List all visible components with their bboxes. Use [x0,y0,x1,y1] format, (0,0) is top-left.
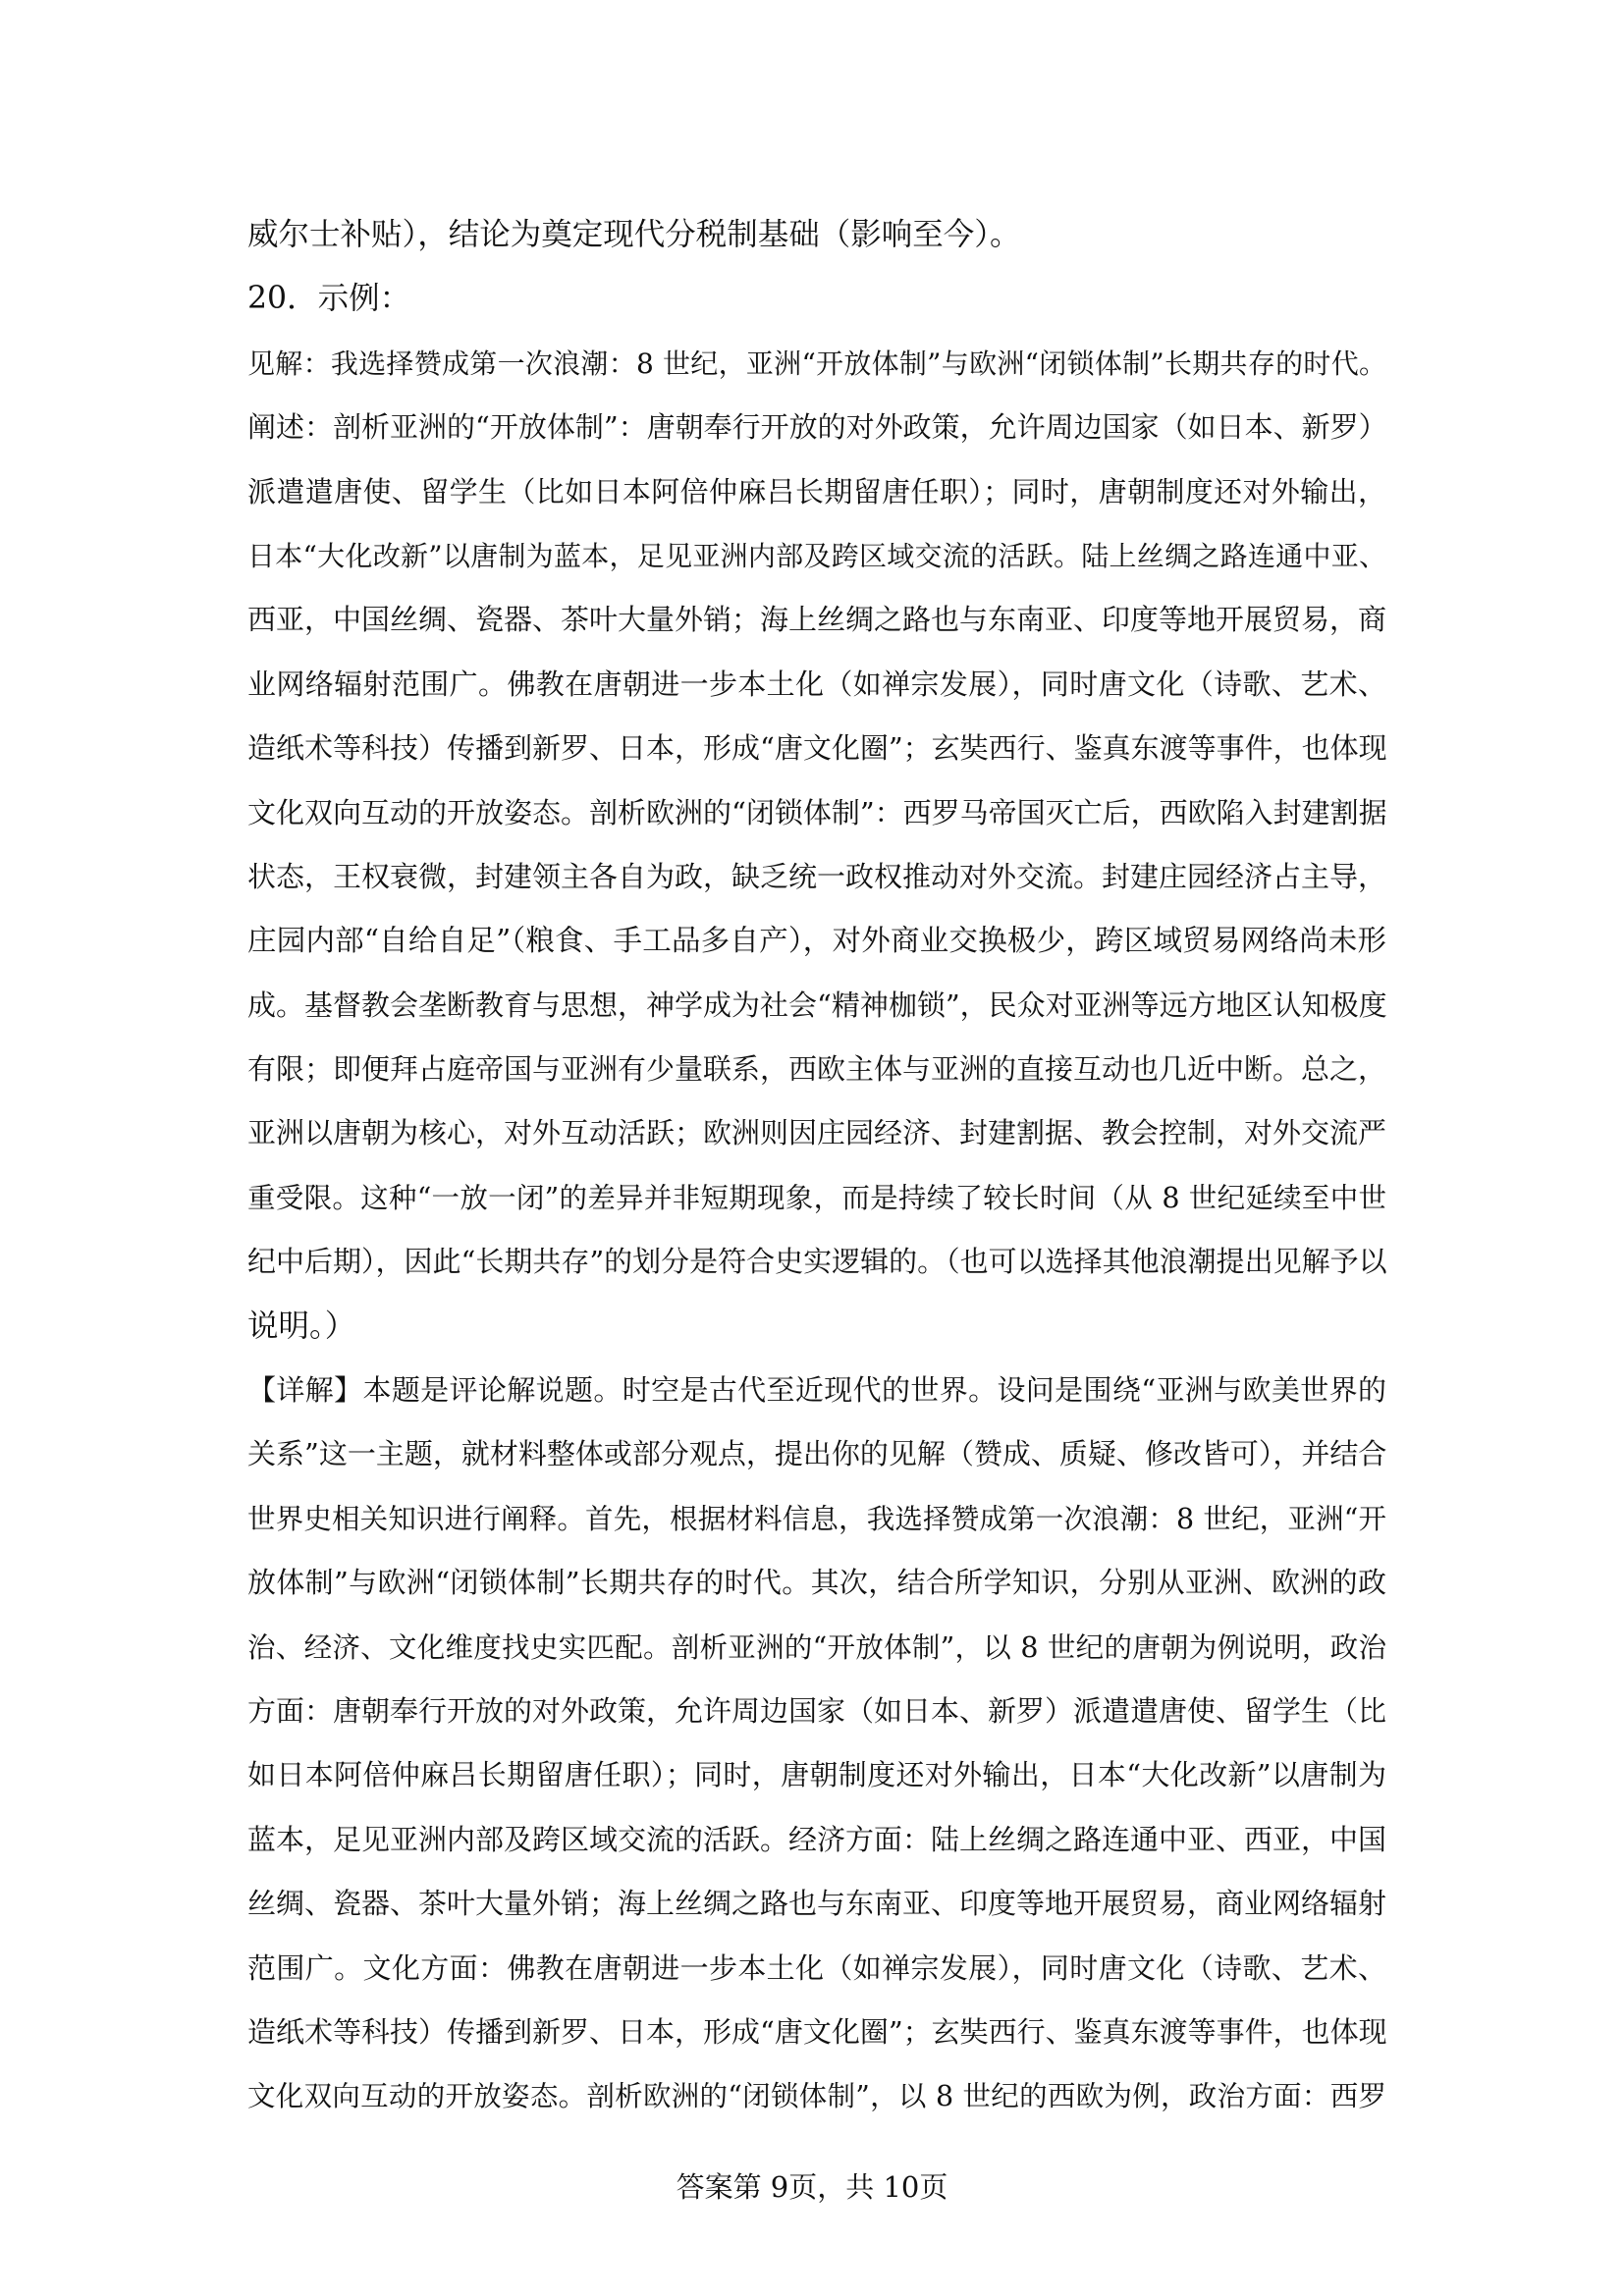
text-line: 放体制”与欧洲“闭锁体制”长期共存的时代。其次，结合所学知识，分别从亚洲、欧洲的政 [247,1566,1386,1600]
text-line: 如日本阿倍仲麻吕长期留唐任职）；同时，唐朝制度还对外输出，日本“大化改新”以唐制为 [247,1758,1386,1792]
text-line: 状态，王权衰微，封建领主各自为政，缺乏统一政权推动对外交流。封建庄园经济占主导， [247,859,1387,893]
text-line: 方面：唐朝奉行开放的对外政策，允许周边国家（如日本、新罗）派遣遣唐使、留学生（比 [247,1693,1387,1728]
text-line: 派遣遣唐使、留学生（比如日本阿倍仲麻吕长期留唐任职）；同时，唐朝制度还对外输出， [247,474,1386,508]
text-line: 【详解】本题是评论解说题。时空是古代至近现代的世界。设问是围绕“亚洲与欧美世界的 [247,1373,1386,1408]
text-line: 20．示例： [247,281,411,317]
text-line: 西亚，中国丝绸、瓷器、茶叶大量外销；海上丝绸之路也与东南亚、印度等地开展贸易，商 [247,603,1387,637]
text-line: 世界史相关知识进行阐释。首先，根据材料信息，我选择赞成第一次浪潮：8 世纪，亚洲“开 [247,1502,1386,1535]
text-line: 关系”这一主题，就材料整体或部分观点，提出你的见解（赞成、质疑、修改皆可），并结合 [247,1437,1387,1471]
text-line: 文化双向互动的开放姿态。剖析欧洲的“闭锁体制”，以 8 世纪的西欧为例，政治方面：西罗 [247,2080,1386,2113]
text-line: 亚洲以唐朝为核心，对外互动活跃；欧洲则因庄园经济、封建割据、教会控制，对外交流严 [247,1116,1387,1150]
text-line: 重受限。这种“一放一闭”的差异并非短期现象，而是持续了较长时间（从 8 世纪延续至中世 [247,1181,1386,1214]
text-line: 范围广。文化方面：佛教在唐朝进一步本土化（如禅宗发展），同时唐文化（诗歌、艺术、 [247,1950,1386,1985]
text-line: 纪中后期），因此“长期共存”的划分是符合史实逻辑的。（也可以选择其他浪潮提出见解予以 [247,1245,1387,1279]
text-line: 威尔士补贴），结论为奠定现代分税制基础（影响至今）。 [247,217,1021,252]
text-line: 有限；即便拜占庭帝国与亚洲有少量联系，西欧主体与亚洲的直接互动也几近中断。总之， [247,1052,1387,1087]
text-line: 见解：我选择赞成第一次浪潮：8 世纪，亚洲“开放体制”与欧洲“闭锁体制”长期共存的时代。 [247,347,1386,380]
text-line: 蓝本，足见亚洲内部及跨区域交流的活跃。经济方面：陆上丝绸之路连通中亚、西亚，中国 [247,1822,1387,1856]
text-line: 日本“大化改新”以唐制为蓝本，足见亚洲内部及跨区域交流的活跃。陆上丝绸之路连通中亚、 [247,539,1386,572]
answer-text-body [247,203,1386,2129]
text-line: 造纸术等科技）传播到新罗、日本，形成“唐文化圈”；玄奘西行、鉴真东渡等事件，也体现 [247,2014,1387,2049]
text-line: 阐述：剖析亚洲的“开放体制”：唐朝奉行开放的对外政策，允许周边国家（如日本、新罗） [247,410,1387,445]
text-line: 文化双向互动的开放姿态。剖析欧洲的“闭锁体制”：西罗马帝国灭亡后，西欧陷入封建割据 [247,795,1387,829]
page-footer: 答案第 9页，共 10页 [676,2170,948,2204]
text-line: 庄园内部“自给自足”（粮食、手工品多自产），对外商业交换极少，跨区域贸易网络尚未形 [247,924,1386,958]
text-line: 丝绸、瓷器、茶叶大量外销；海上丝绸之路也与东南亚、印度等地开展贸易，商业网络辐射 [247,1887,1387,1921]
text-line: 造纸术等科技）传播到新罗、日本，形成“唐文化圈”；玄奘西行、鉴真东渡等事件，也体现 [247,731,1387,766]
text-line: 治、经济、文化维度找史实匹配。剖析亚洲的“开放体制”，以 8 世纪的唐朝为例说明，政治 [247,1630,1386,1664]
text-line: 业网络辐射范围广。佛教在唐朝进一步本土化（如禅宗发展），同时唐文化（诗歌、艺术、 [247,667,1386,701]
text-line: 成。基督教会垄断教育与思想，神学成为社会“精神枷锁”，民众对亚洲等远方地区认知极度 [247,988,1387,1022]
text-line: 说明。） [247,1308,356,1344]
